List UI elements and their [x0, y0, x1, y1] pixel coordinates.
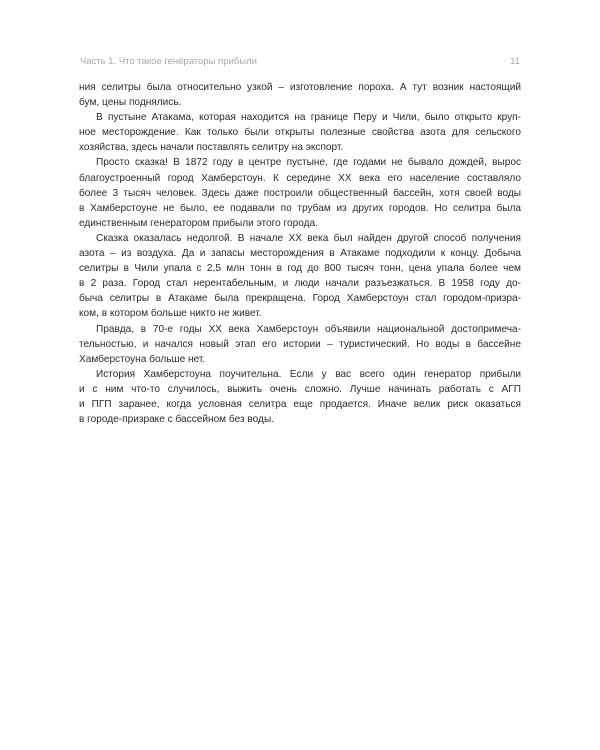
text-line: Правда, в 70-е годы XX века Хамберстоун объявили национальной достопримеча- — [96, 323, 521, 335]
paragraph — [79, 80, 521, 110]
text-line: единственным генератором прибыли этого города. — [79, 217, 318, 229]
text-line: бум, цены поднялись. — [79, 97, 182, 109]
text-line: и ПГП заранее, когда условная селитра еще продается. Иначе велик риск оказаться — [79, 398, 521, 410]
body-text — [79, 80, 521, 427]
text-line: Хамберстоуна больше нет. — [79, 353, 206, 365]
text-line: более 3 тысяч человек. Здесь даже построили общественный бассейн, хотя своей воды — [79, 187, 521, 199]
text-line: азота – из воздуха. Да и запасы месторождения в Атакаме подходили к концу. Добыча — [79, 248, 521, 260]
text-line: в городе-призраке с бассейном без воды. — [79, 414, 275, 426]
text-line: История Хамберстоуна поучительна. Если у вас всего один генератор прибыли — [96, 368, 521, 380]
paragraph — [79, 322, 521, 367]
page-number: 11 — [510, 56, 520, 67]
chapter-title: Часть 1. Что такое генераторы прибыли — [80, 56, 257, 67]
text-line: ком, в котором больше никто не живет. — [79, 308, 262, 320]
text-line: быча селитры в Атакаме была прекращена. Город Хамберстоун стал городом-призра- — [79, 293, 521, 305]
text-line: благоустроенный город Хамберстоун. К середине XX века его население составляло — [79, 172, 521, 184]
paragraph — [79, 155, 521, 230]
text-line: Сказка оказалась недолгой. В начале XX века был найден другой способ получения — [96, 232, 521, 244]
text-line: селитры в Чили упала с 2,5 млн тонн в год до 800 тысяч тонн, цена упала более чем — [79, 263, 521, 275]
text-line: ное месторождение. Как только были открыты полезные свойства азота для сельского — [79, 127, 521, 139]
paragraph — [79, 231, 521, 322]
text-line: и с ним что-то случилось, выжить очень сложно. Лучше начинать работать с АГП — [79, 383, 521, 395]
text-line: в 2 раза. Город стал нерентабельным, и люди начали разъезжаться. В 1958 году до- — [79, 278, 521, 290]
paragraph — [79, 110, 521, 155]
paragraph — [79, 367, 521, 427]
text-line: тельностью, и начался новый этап его истории – туристический. Но воды в бассейне — [79, 338, 521, 350]
running-header — [80, 56, 520, 72]
text-line: Просто сказка! В 1872 году в центре пустыне, где годами не бывало дождей, вырос — [96, 157, 521, 169]
text-line: В пустыне Атакама, которая находится на границе Перу и Чили, было открыто круп- — [96, 112, 521, 124]
text-line: хозяйства, здесь начали поставлять селитру на экспорт. — [79, 142, 344, 154]
text-line: в Хамберстоуне не было, ее подавали по трубам из других городов. Но селитра была — [79, 202, 521, 214]
text-line: ния селитры была относительно узкой – изготовление пороха. А тут возник настоящий — [79, 82, 521, 93]
